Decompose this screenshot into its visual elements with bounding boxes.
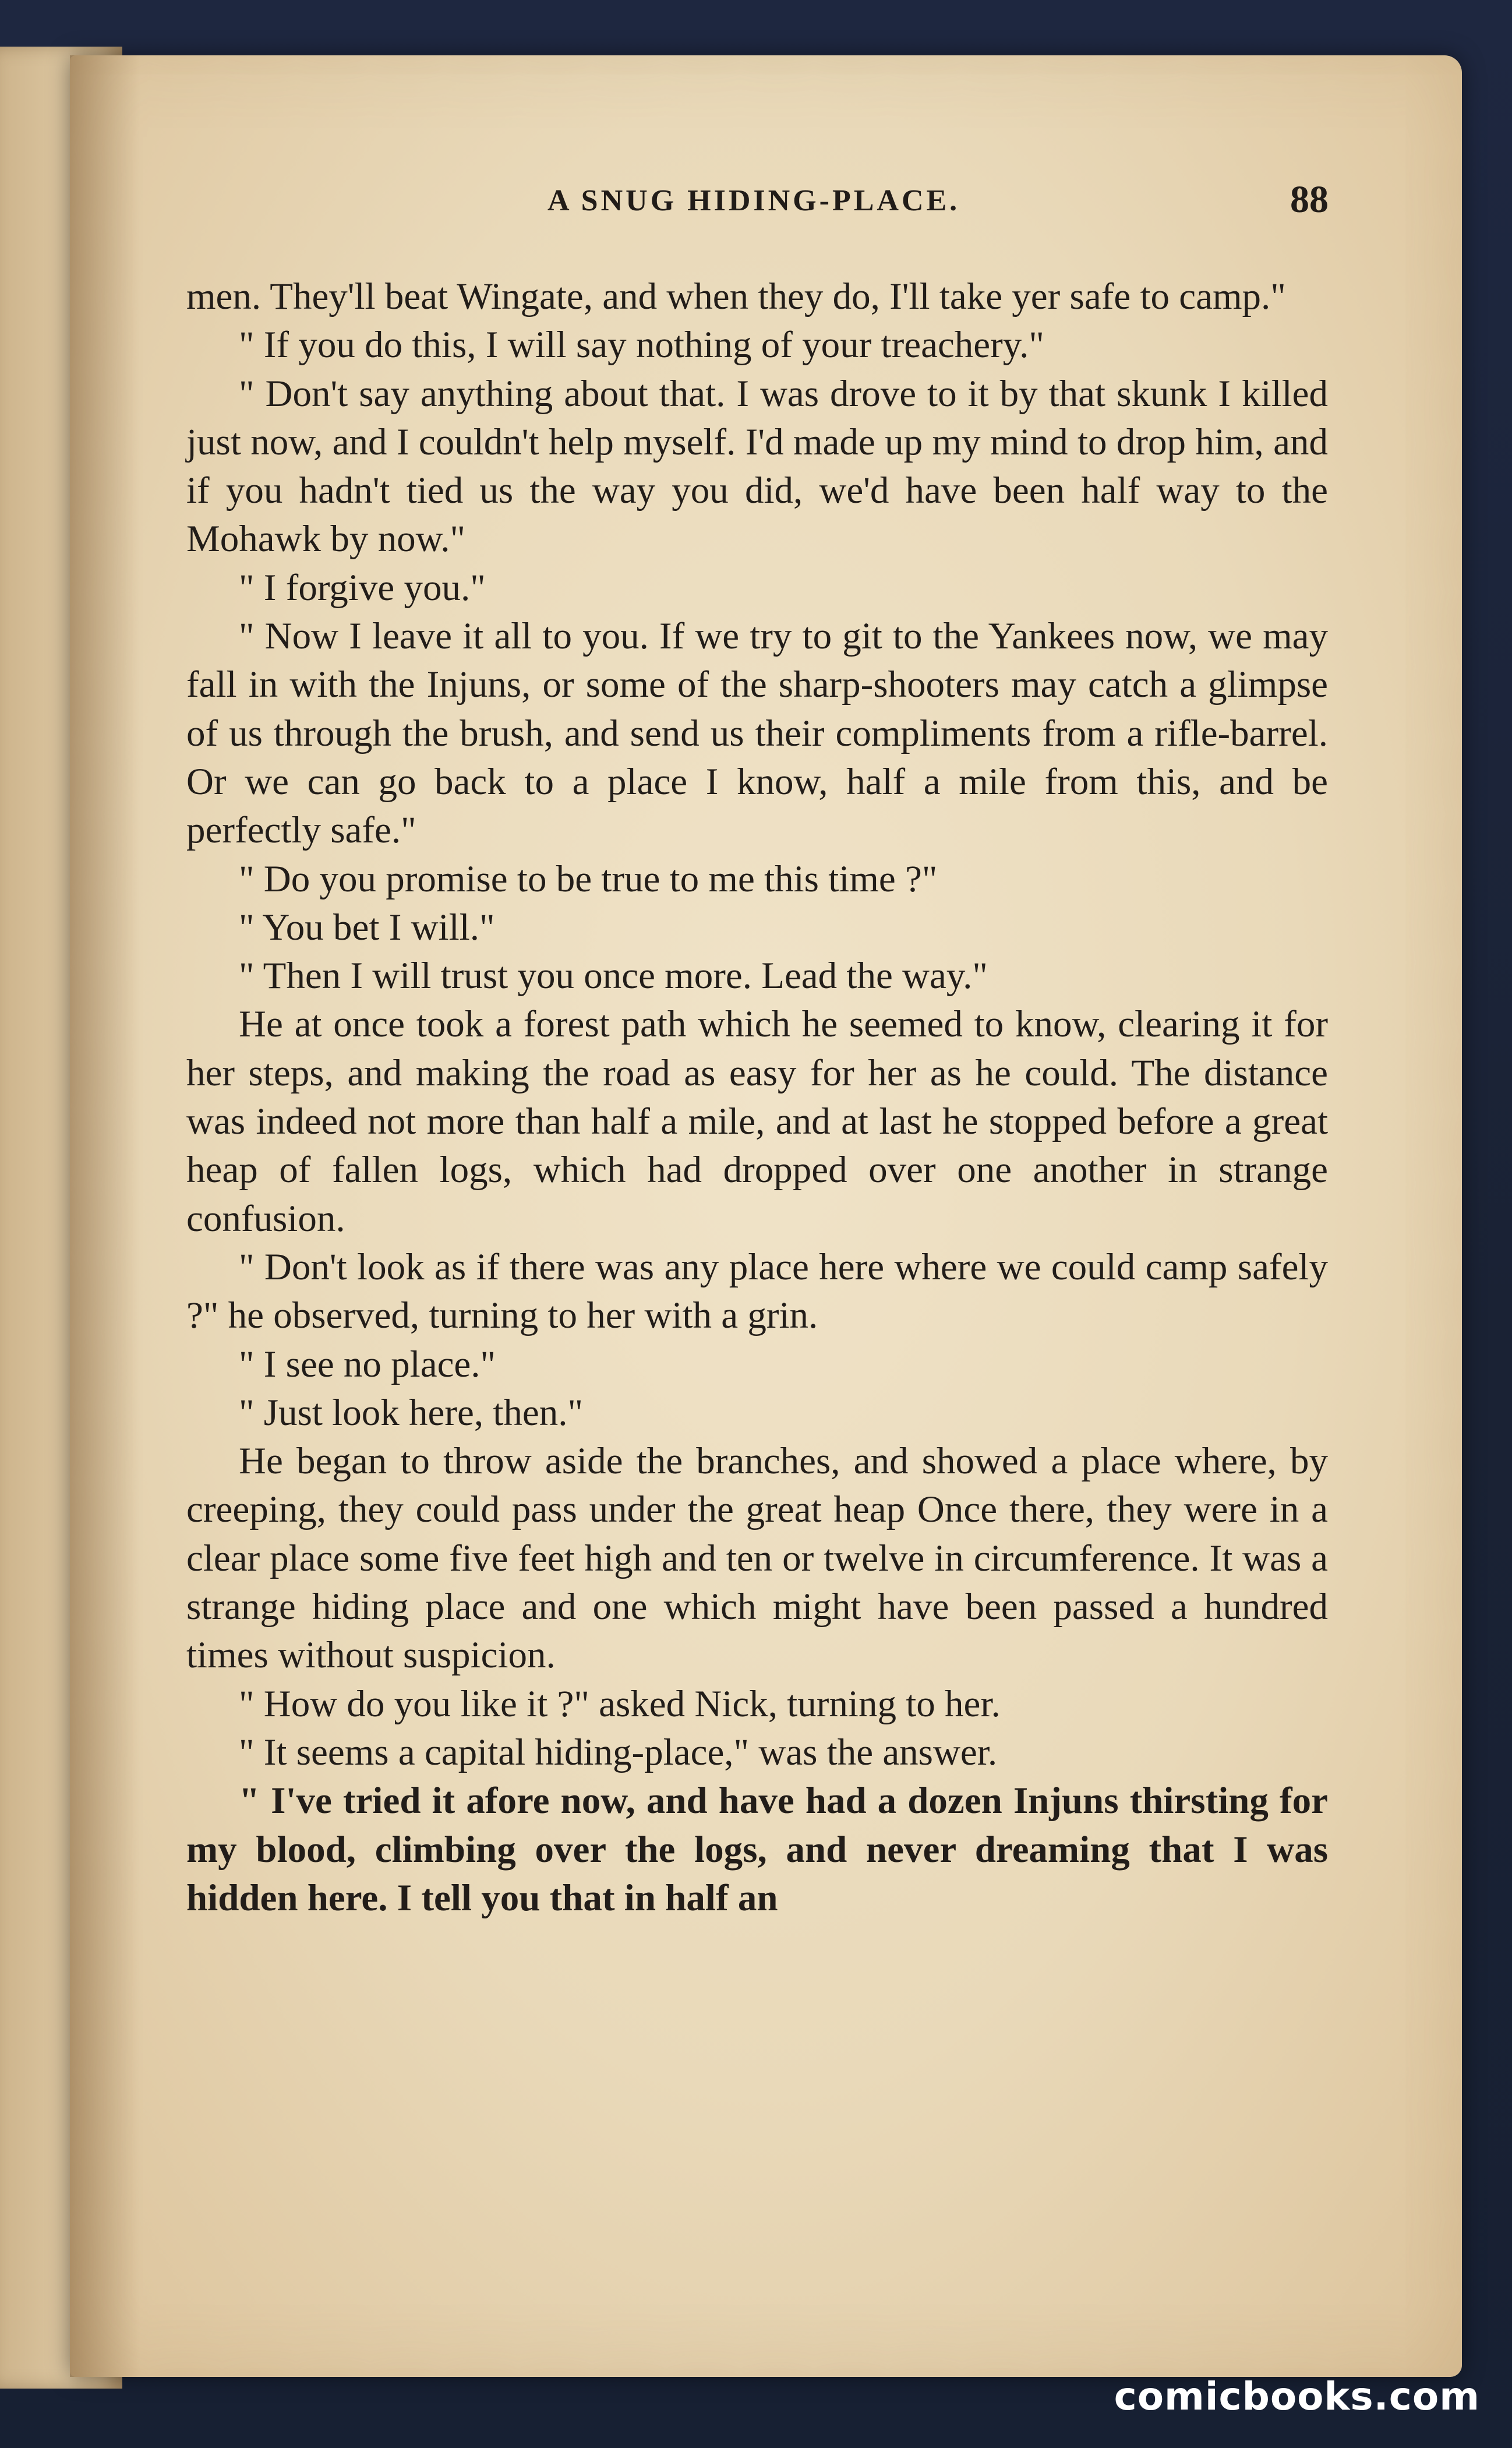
paragraph: " Do you promise to be true to me this time ?" <box>239 858 938 900</box>
paragraph: men. They'll beat Wingate, and when they do, I'll take yer safe to camp." <box>186 276 1286 318</box>
paragraph: " You bet I will." <box>239 906 495 948</box>
paragraph: " Then I will trust you once more. Lead the way." <box>239 955 988 997</box>
paragraph: " How do you like it ?" asked Nick, turning to her. <box>239 1682 1001 1725</box>
paragraph: He began to throw aside the branches, and showed a place where, by creeping, they could pass under the great heap Once there, they were in a clear place some five feet high and ten or twelve in circumference. It was a strange hiding place and one which might have been passed a hundred times without suspicion. <box>186 1440 1328 1677</box>
paragraph: " I see no place." <box>239 1343 496 1385</box>
paragraph: " If you do this, I will say nothing of your treachery." <box>239 324 1044 366</box>
page-body <box>186 273 1328 1923</box>
watermark-logo: comicbooks.com <box>1114 2374 1480 2419</box>
paragraph: " It seems a capital hiding-place," was the answer. <box>239 1731 998 1773</box>
paragraph: He at once took a forest path which he seemed to know, clearing it for her steps, and making the road as easy for her as he could. The distance was indeed not more than half a mile, and at last he stopped before a great heap of fallen logs, which had dropped over one another in strange confusion. <box>186 1003 1328 1240</box>
paragraph: " I've tried it afore now, and have had a dozen Injuns thirsting for my blood, climbing over the logs, and never dreaming that I was hidden here. I tell you that in half an <box>186 1780 1328 1919</box>
paragraph: " I forgive you." <box>239 566 486 609</box>
paragraph: " Don't look as if there was any place here where we could camp safely ?" he observed, turning to her with a grin. <box>186 1246 1328 1337</box>
page-number: 88 <box>1290 178 1329 221</box>
gutter-shadow <box>70 55 140 2377</box>
paragraph: " Now I leave it all to you. If we try to git to the Yankees now, we may fall in with the Injuns, or some of the sharp-shooters may catch a glimpse of us through the brush, and send us their compliments from a rifle-barrel. Or we can go back to a place I know, half a mile from this, and be perfectly safe." <box>186 615 1328 852</box>
paragraph: " Don't say anything about that. I was drove to it by that skunk I killed just now, and I couldn't help myself. I'd made up my mind to drop him, and if you hadn't tied us the way you did, we'd have been half way to the Mohawk by now." <box>186 372 1328 560</box>
paragraph: " Just look here, then." <box>239 1391 584 1434</box>
running-head: A SNUG HIDING-PLACE. <box>547 184 960 217</box>
